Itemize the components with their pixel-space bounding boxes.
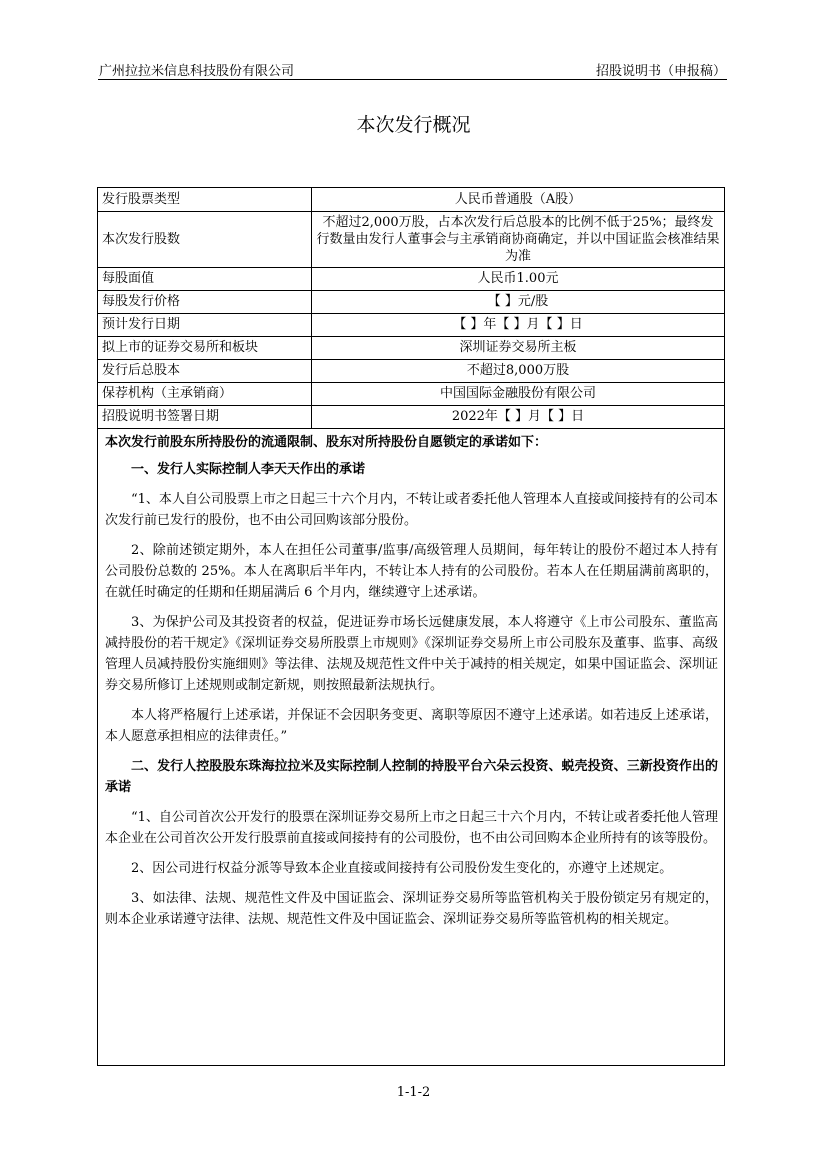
row-value-share-count: 不超过2,000万股，占本次发行后总股本的比例不低于25%；最终发行数量由发行人董事会与主承销商协商确定，并以中国证监会核准结果为准 bbox=[312, 211, 725, 267]
row-label-stock-type: 发行股票类型 bbox=[98, 188, 312, 211]
row-value-signing-date: 2022年【 】月【 】日 bbox=[312, 405, 725, 428]
section2-paragraph-3: 3、如法律、法规、规范性文件及中国证监会、深圳证券交易所等监管机构关于股份锁定另有规定的，则本企业承诺遵守法律、法规、规范性文件及中国证监会、深圳证券交易所等监管机构的相关规定。 bbox=[105, 890, 718, 927]
row-value-total-shares: 不超过8,000万股 bbox=[312, 359, 725, 382]
header-rule bbox=[98, 79, 727, 80]
section2-paragraph-2: 2、因公司进行权益分派等导致本企业直接或间接持有公司股份发生变化的，亦遵守上述规定。 bbox=[131, 860, 673, 876]
offering-info-table bbox=[98, 188, 724, 429]
section2-title: 二、发行人控股股东珠海拉拉米及实际控制人控制的持股平台六朵云投资、蜕壳投资、三新投资作出的承诺 bbox=[105, 758, 718, 795]
section1-paragraph-4: 本人将严格履行上述承诺，并保证不会因职务变更、离职等原因不遵守上述承诺。如若违反上述承诺，本人愿意承担相应的法律责任。” bbox=[105, 707, 718, 744]
row-value-issue-date: 【 】年【 】月【 】日 bbox=[312, 313, 725, 336]
row-label-exchange: 拟上市的证券交易所和板块 bbox=[98, 336, 312, 359]
row-label-par-value: 每股面值 bbox=[98, 267, 312, 290]
row-label-share-count: 本次发行股数 bbox=[98, 211, 312, 267]
row-value-stock-type: 人民币普通股（A股） bbox=[312, 188, 725, 211]
table-row bbox=[98, 336, 724, 359]
header-doc-type: 招股说明书（申报稿） bbox=[595, 64, 726, 79]
header-company: 广州拉拉米信息科技股份有限公司 bbox=[99, 64, 295, 79]
section1-paragraph-2: 2、除前述锁定期外，本人在担任公司董事/监事/高级管理人员期间，每年转让的股份不超过本人持有公司股份总数的 25%。本人在离职后半年内，不转让本人持有的公司股份。若本人在任期届满前离职的，在就任时确定的任期和任期届满后 6 个月内，继续遵守上述承诺。 bbox=[105, 542, 718, 600]
section1-title: 一、发行人实际控制人李天天作出的承诺 bbox=[131, 461, 366, 477]
row-value-sponsor: 中国国际金融股份有限公司 bbox=[312, 382, 725, 405]
row-value-exchange: 深圳证券交易所主板 bbox=[312, 336, 725, 359]
table-row bbox=[98, 313, 724, 336]
row-label-signing-date: 招股说明书签署日期 bbox=[98, 405, 312, 428]
table-row bbox=[98, 405, 724, 428]
offering-overview-frame bbox=[97, 187, 725, 1066]
row-label-sponsor: 保荐机构（主承销商） bbox=[98, 382, 312, 405]
table-row bbox=[98, 267, 724, 290]
table-row bbox=[98, 290, 724, 313]
section1-paragraph-3: 3、为保护公司及其投资者的权益，促进证券市场长远健康发展，本人将遵守《上市公司股东、董监高减持股份的若干规定》《深圳证券交易所股票上市规则》《深圳证券交易所上市公司股东及董事、监事、高级管理人员减持股份实施细则》等法律、法规及规范性文件中关于减持的相关规定，如果中国证监会、深圳证券交易所修订上述规则或制定新规，则按照最新法规执行。 bbox=[105, 614, 718, 693]
lockup-commitments bbox=[98, 429, 724, 930]
table-row bbox=[98, 359, 724, 382]
table-row bbox=[98, 382, 724, 405]
row-value-issue-price: 【 】元/股 bbox=[312, 290, 725, 313]
section1-paragraph-1: “1、本人自公司股票上市之日起三十六个月内，不转让或者委托他人管理本人直接或间接持有的公司本次发行前已发行的股份，也不由公司回购该部分股份。 bbox=[105, 491, 718, 528]
row-label-issue-price: 每股发行价格 bbox=[98, 290, 312, 313]
row-value-par-value: 人民币1.00元 bbox=[312, 267, 725, 290]
table-row bbox=[98, 211, 724, 267]
page-number: 1-1-2 bbox=[396, 1085, 431, 1100]
row-label-total-shares: 发行后总股本 bbox=[98, 359, 312, 382]
page-title: 本次发行概况 bbox=[356, 114, 471, 136]
section2-paragraph-1: “1、自公司首次公开发行的股票在深圳证券交易所上市之日起三十六个月内，不转让或者委托他人管理本企业在公司首次公开发行股票前直接或间接持有的公司股份，也不由公司回购本企业所持有的该等股份。 bbox=[105, 809, 718, 846]
row-label-issue-date: 预计发行日期 bbox=[98, 313, 312, 336]
table-row bbox=[98, 188, 724, 211]
commitments-heading: 本次发行前股东所持股份的流通限制、股东对所持股份自愿锁定的承诺如下： bbox=[105, 434, 548, 450]
